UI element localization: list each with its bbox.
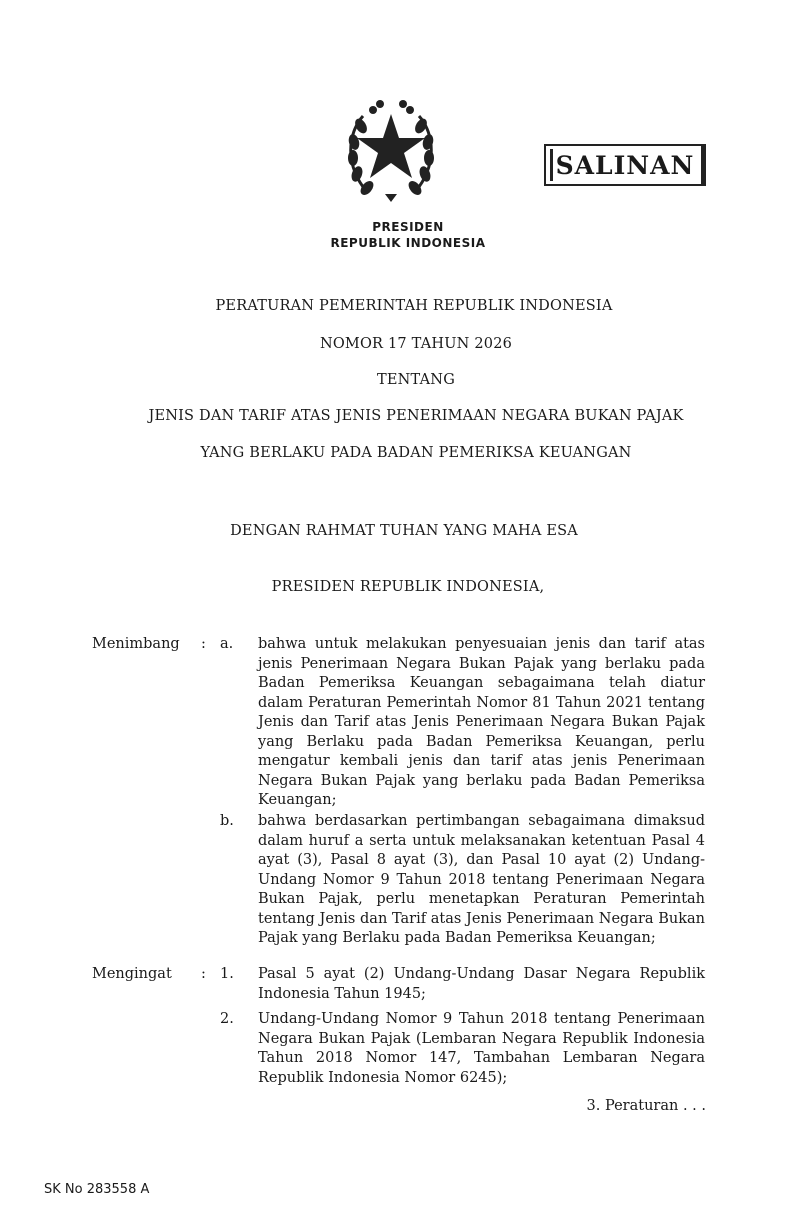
mengingat-colon: : bbox=[201, 966, 206, 982]
regulation-about-label: TENTANG bbox=[377, 372, 455, 388]
emblem-caption-republic: REPUBLIK INDONESIA bbox=[330, 236, 486, 250]
page-catchword: 3. Peraturan . . . bbox=[586, 1098, 706, 1114]
menimbang-item-text: bahwa untuk melakukan penyesuaian jenis dan tarif atas jenis Penerimaan Negara Bukan Pajak yang berlaku pada Badan Pemeriksa Keuangan sebagaimana telah diatur dalam Peraturan Pemerintah Nomor 81 Tahun 2021 tentang Jenis dan Tarif atas Jenis Penerimaan Negara Bukan Pajak yang Berlaku pada Badan Pemeriksa Keuangan, perlu mengatur kembali jenis dan tarif atas jenis Penerimaan Negara Bukan Pajak yang berlaku pada Badan Pemeriksa Keuangan; bbox=[258, 636, 705, 808]
document-code: SK No 283558 A bbox=[44, 1182, 150, 1197]
regulation-title: PERATURAN PEMERINTAH REPUBLIK INDONESIA bbox=[215, 298, 613, 314]
menimbang-item-marker: b. bbox=[220, 813, 234, 829]
mengingat-item-text: Undang-Undang Nomor 9 Tahun 2018 tentang Penerimaan Negara Bukan Pajak (Lembaran Negara Republik Indonesia Tahun 2018 Nomor 147, Tambahan Lembaran Negara Republik Indonesia Nomor 6245); bbox=[258, 1011, 705, 1086]
salinan-stamp: SALINAN bbox=[544, 144, 706, 186]
garuda-emblem-icon bbox=[333, 96, 449, 206]
menimbang-item-marker: a. bbox=[220, 636, 234, 652]
regulation-subject-line2: YANG BERLAKU PADA BADAN PEMERIKSA KEUANGAN bbox=[200, 445, 632, 461]
menimbang-colon: : bbox=[201, 636, 206, 652]
mengingat-item-marker: 2. bbox=[220, 1011, 234, 1027]
regulation-subject-line1: JENIS DAN TARIF ATAS JENIS PENERIMAAN NEGARA BUKAN PAJAK bbox=[148, 408, 684, 424]
menimbang-label: Menimbang bbox=[92, 636, 180, 652]
menimbang-item-text: bahwa berdasarkan pertimbangan sebagaimana dimaksud dalam huruf a serta untuk melaksanakan ketentuan Pasal 4 ayat (3), Pasal 8 ayat (3), dan Pasal 10 ayat (2) Undang-Undang Nomor 9 Tahun 2018 tentang Penerimaan Negara Bukan Pajak, perlu menetapkan Peraturan Pemerintah tentang Jenis dan Tarif atas Jenis Penerimaan Negara Bukan Pajak yang Berlaku pada Badan Pemeriksa Keuangan; bbox=[258, 813, 705, 946]
mengingat-item-text: Pasal 5 ayat (2) Undang-Undang Dasar Negara Republik Indonesia Tahun 1945; bbox=[258, 966, 705, 1002]
mengingat-label: Mengingat bbox=[92, 966, 172, 982]
regulation-number: NOMOR 17 TAHUN 2026 bbox=[319, 336, 513, 352]
mengingat-item-marker: 1. bbox=[220, 966, 234, 982]
invocation: DENGAN RAHMAT TUHAN YANG MAHA ESA bbox=[230, 523, 578, 539]
emblem-caption-president: PRESIDEN bbox=[372, 220, 444, 234]
issuer-line: PRESIDEN REPUBLIK INDONESIA, bbox=[271, 579, 545, 595]
